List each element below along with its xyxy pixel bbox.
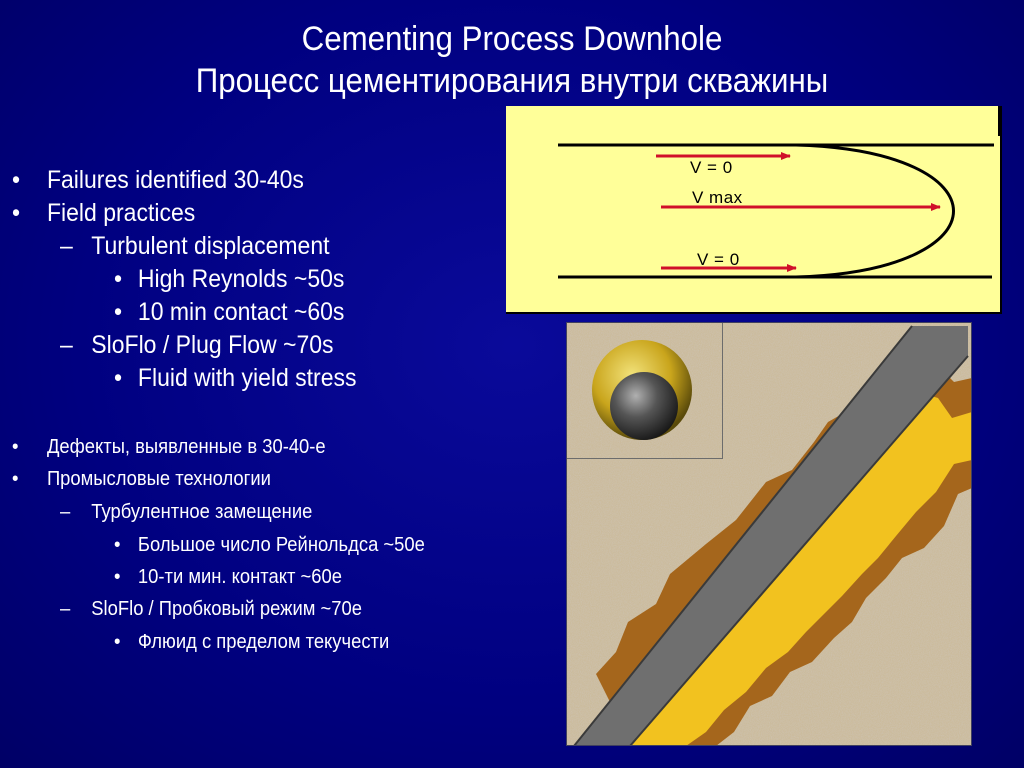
bullet-ru-1: • Дефекты, выявленные в 30-40-е <box>12 436 326 458</box>
wellbore-section-diagram <box>566 322 972 746</box>
bullet-ru-2: • Промысловые технологии <box>12 468 271 490</box>
label-v-zero-top: V = 0 <box>690 158 733 177</box>
bullet-ru-6: – SloFlo / Пробковый режим ~70е <box>60 598 362 620</box>
casing-circle <box>610 372 678 440</box>
bullet-en-2: • Field practices <box>12 199 196 227</box>
wellbore-drawing <box>566 322 972 746</box>
label-v-zero-bottom: V = 0 <box>697 250 740 269</box>
velocity-profile-drawing <box>506 106 1002 314</box>
bullet-ru-3: – Турбулентное замещение <box>60 501 313 523</box>
bullet-en-1: • Failures identified 30-40s <box>12 166 304 194</box>
bullet-ru-5: • 10-ти мин. контакт ~60е <box>114 566 343 588</box>
bullet-ru-7: • Флюид с пределом текучести <box>114 631 390 653</box>
title-english: Cementing Process Downhole <box>301 20 723 58</box>
bullet-en-6: – SloFlo / Plug Flow ~70s <box>60 331 334 359</box>
inset-cross-section <box>566 322 722 458</box>
bullet-en-5: • 10 min contact ~60s <box>114 298 345 326</box>
bullet-en-4: • High Reynolds ~50s <box>114 265 345 293</box>
parabolic-velocity-profile <box>796 145 954 277</box>
bullet-en-7: • Fluid with yield stress <box>114 364 357 392</box>
velocity-profile-diagram <box>506 106 1002 314</box>
bullet-en-3: – Turbulent displacement <box>60 232 330 260</box>
title-russian: Процесс цементирования внутри скважины <box>195 62 829 100</box>
bullet-ru-4: • Большое число Рейнольдса ~50е <box>114 534 425 556</box>
label-v-max: V max <box>692 188 743 207</box>
